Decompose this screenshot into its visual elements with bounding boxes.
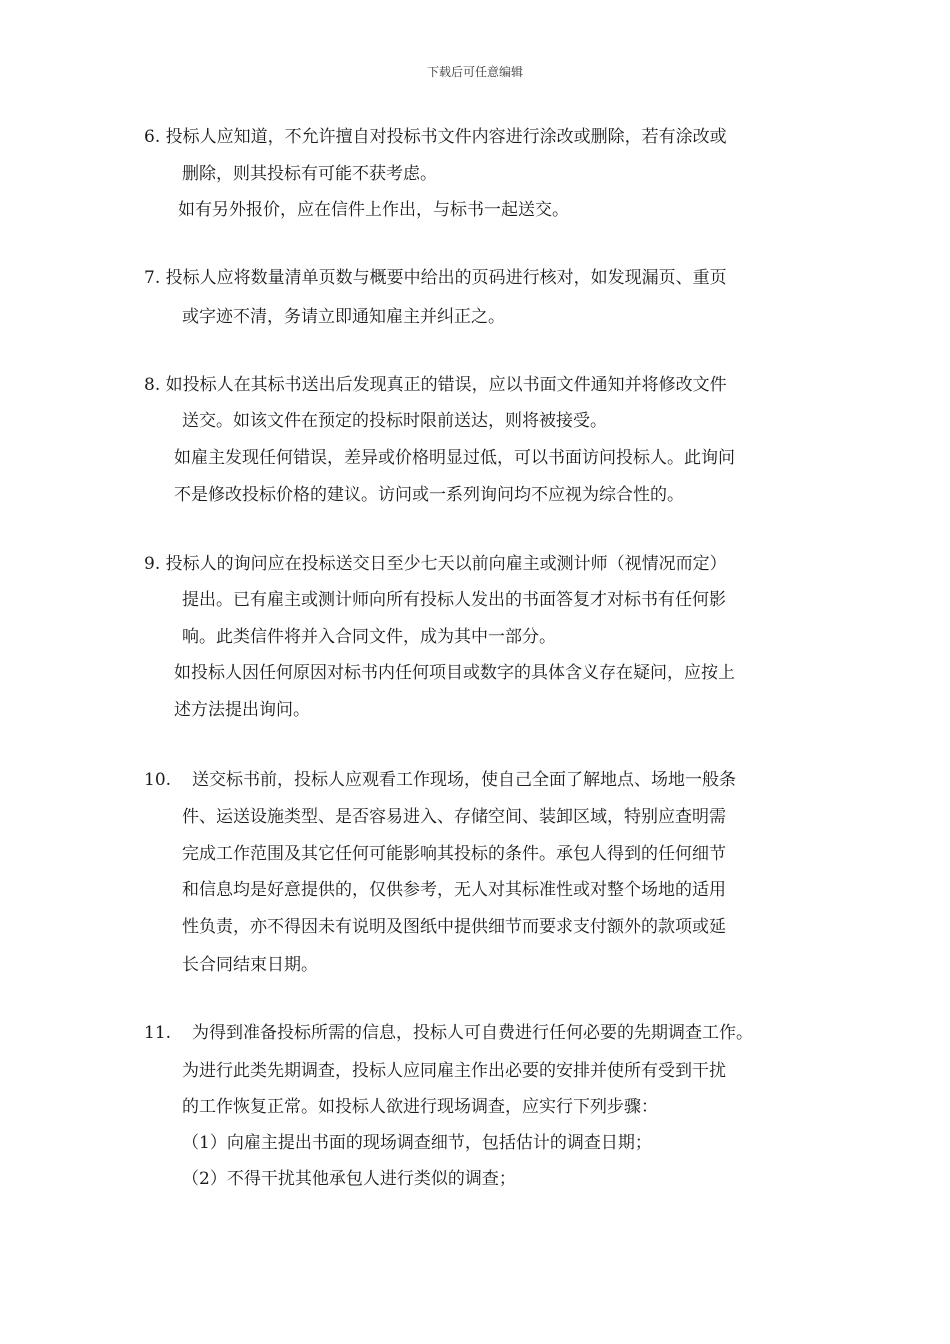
item-7-line-2: 或字迹不清，务请立即通知雇主并纠正之。 bbox=[182, 307, 505, 327]
item-9-line-4: 如投标人因任何原因对标书内任何项目或数字的具体含义存在疑问，应按上 bbox=[174, 663, 735, 683]
item-8-line-3: 如雇主发现任何错误，差异或价格明显过低，可以书面访问投标人。此询问 bbox=[174, 448, 735, 468]
item-8-line-4: 不是修改投标价格的建议。访问或一系列询问均不应视为综合性的。 bbox=[174, 485, 684, 505]
item-10-line-6: 长合同结束日期。 bbox=[182, 955, 318, 975]
item-10-line-5: 性负责，亦不得因未有说明及图纸中提供细节而要求支付额外的款项或延 bbox=[182, 917, 726, 937]
item-9-line-2: 提出。已有雇主或测计师向所有投标人发出的书面答复才对标书有任何影 bbox=[182, 590, 726, 610]
item-6-line-1: 6. 投标人应知道，不允许擅自对投标书文件内容进行涂改或删除，若有涂改或 bbox=[144, 127, 727, 147]
item-11-line-2: 为进行此类先期调查，投标人应同雇主作出必要的安排并使所有受到干扰 bbox=[182, 1061, 726, 1081]
item-11-step-1: （1）向雇主提出书面的现场调查细节，包括估计的调查日期； bbox=[182, 1133, 652, 1153]
item-10-line-2: 件、运送设施类型、是否容易进入、存储空间、装卸区域，特别应查明需 bbox=[182, 807, 726, 827]
item-7-line-1: 7. 投标人应将数量清单页数与概要中给出的页码进行核对，如发现漏页、重页 bbox=[144, 268, 727, 288]
item-8-line-1: 8. 如投标人在其标书送出后发现真正的错误，应以书面文件通知并将修改文件 bbox=[144, 375, 727, 395]
item-9-line-1: 9. 投标人的询问应在投标送交日至少七天以前向雇主或测计师（视情况而定） bbox=[144, 554, 727, 574]
item-11-number: 11. bbox=[144, 1023, 172, 1043]
item-6-line-2: 删除，则其投标有可能不获考虑。 bbox=[182, 164, 437, 184]
item-10-line-3: 完成工作范围及其它任何可能影响其投标的条件。承包人得到的任何细节 bbox=[182, 844, 726, 864]
item-11-line-1: 为得到准备投标所需的信息，投标人可自费进行任何必要的先期调查工作。 bbox=[192, 1023, 753, 1043]
item-11-line-3: 的工作恢复正常。如投标人欲进行现场调查，应实行下列步骤： bbox=[182, 1097, 658, 1117]
item-10-line-4: 和信息均是好意提供的，仅供参考，无人对其标准性或对整个场地的适用 bbox=[182, 880, 726, 900]
item-6-line-3: 如有另外报价，应在信件上作出，与标书一起送交。 bbox=[178, 200, 569, 220]
item-8-line-2: 送交。如该文件在预定的投标时限前送达，则将被接受。 bbox=[182, 411, 607, 431]
item-9-line-5: 述方法提出询问。 bbox=[174, 700, 310, 720]
item-11-step-2: （2）不得干扰其他承包人进行类似的调查； bbox=[182, 1169, 516, 1189]
item-10-line-1: 送交标书前，投标人应观看工作现场，使自己全面了解地点、场地一般条 bbox=[192, 770, 736, 790]
item-10-number: 10. bbox=[144, 770, 172, 790]
page-header: 下载后可任意编辑 bbox=[426, 65, 523, 79]
item-9-line-3: 响。此类信件将并入合同文件，成为其中一部分。 bbox=[182, 627, 556, 647]
